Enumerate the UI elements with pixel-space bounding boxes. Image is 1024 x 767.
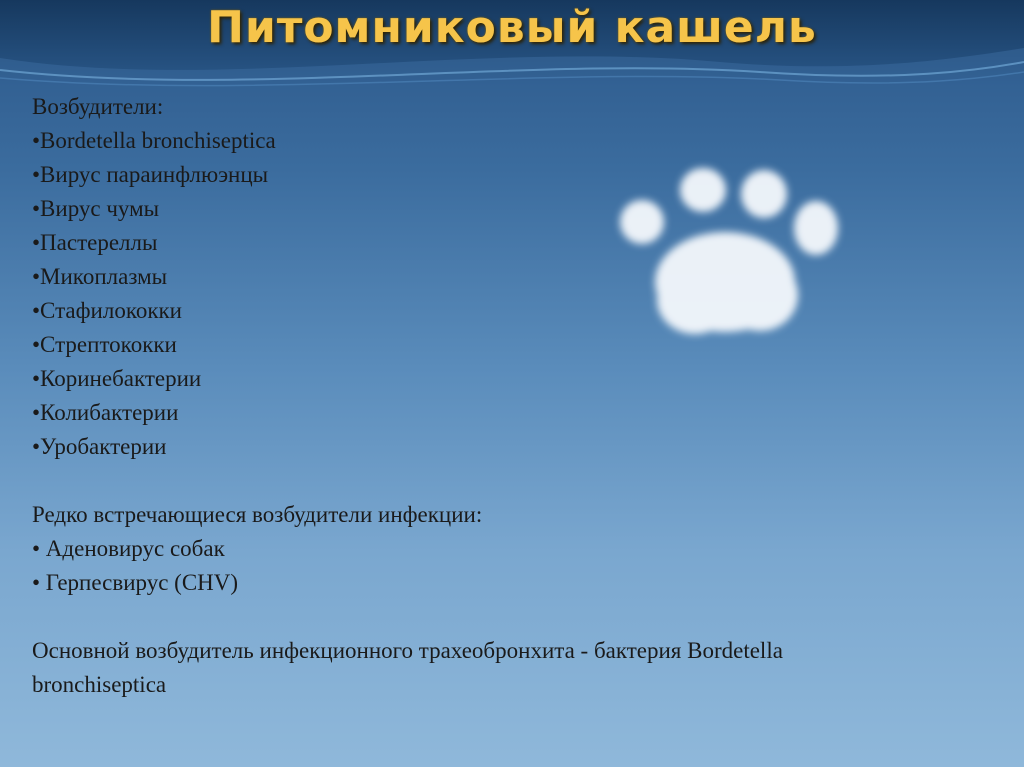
list-item: •Вирус чумы (32, 196, 160, 221)
list-item: •Стафилококки (32, 298, 182, 323)
pathogens-heading: Возбудители: (32, 94, 164, 119)
list-item: •Колибактерии (32, 400, 179, 425)
list-item: •Пастереллы (32, 230, 158, 255)
summary-text-continued: bronchiseptica (32, 672, 167, 697)
list-item: •Вирус параинфлюэнцы (32, 162, 269, 187)
spacer (32, 600, 992, 634)
list-item: • Аденовирус собак (32, 536, 225, 561)
list-item: •Уробактерии (32, 434, 167, 459)
list-item: •Стрептококки (32, 332, 177, 357)
list-item: •Коринебактерии (32, 366, 202, 391)
list-item: • Герпесвирус (CHV) (32, 570, 239, 595)
list-item: •Bordetella bronchiseptica (32, 128, 276, 153)
summary-text: Основной возбудитель инфекционного трахеобронхита - бактерия Bordetella (32, 638, 783, 663)
spacer (32, 464, 992, 498)
rare-pathogens-heading: Редко встречающиеся возбудители инфекции: (32, 502, 483, 527)
slide-title: Питомниковый кашель (207, 2, 817, 53)
slide-body (32, 90, 992, 702)
list-item: •Микоплазмы (32, 264, 168, 289)
